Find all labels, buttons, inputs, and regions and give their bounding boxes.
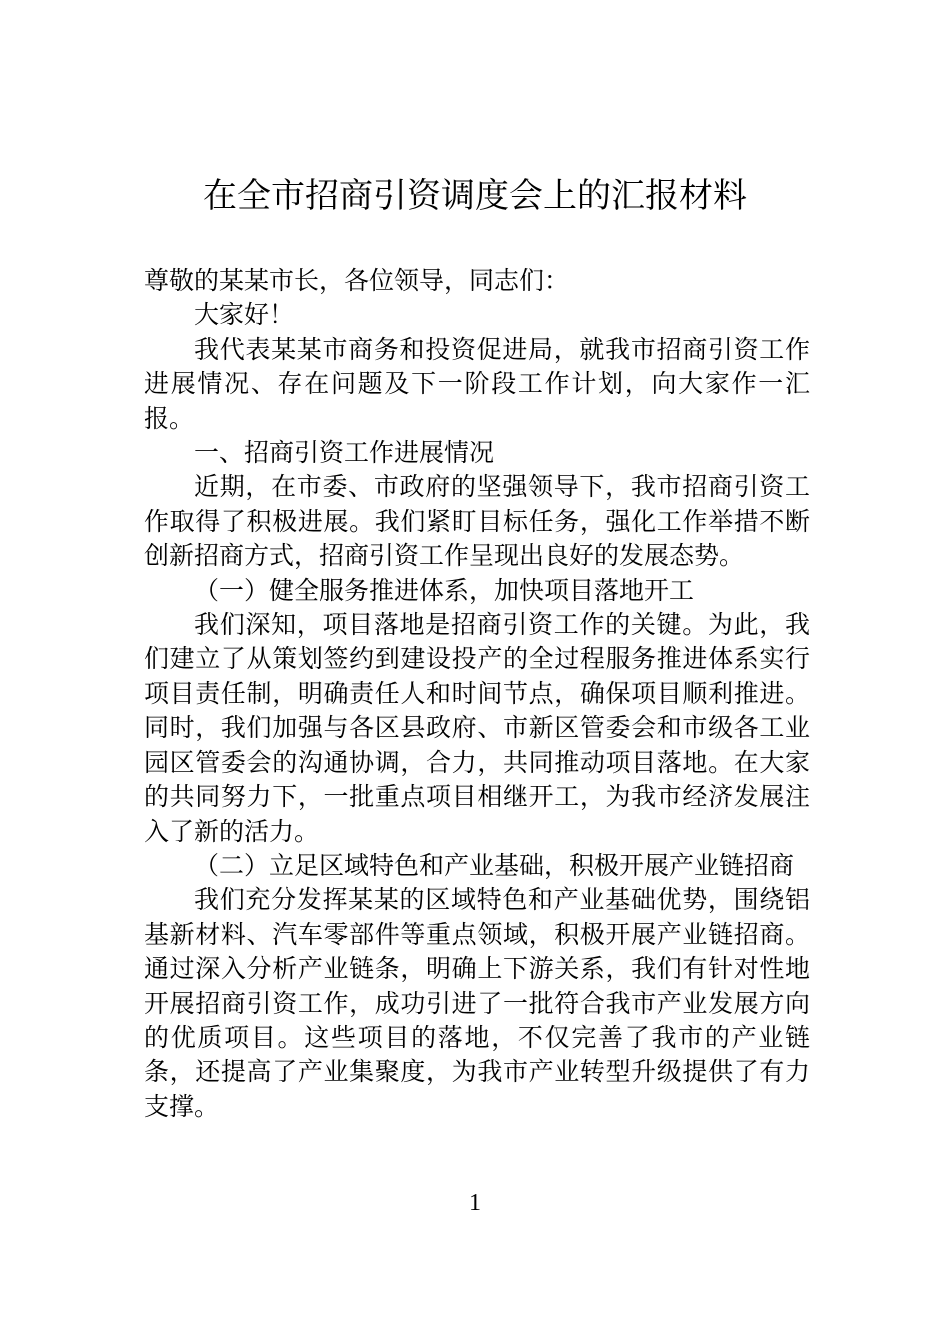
intro-paragraph: 我代表某某市商务和投资促进局，就我市招商引资工作进展情况、存在问题及下一阶段工作计划，向大家作一汇报。	[144, 334, 810, 433]
body-paragraph: 我们充分发挥某某的区域特色和产业基础优势，围绕铝基新材料、汽车零部件等重点领域，积极开展产业链招商。通过深入分析产业链条，明确上下游关系，我们有针对性地开展招商引资工作，成功引进了一批符合我市产业发展方向的优质项目。这些项目的落地，不仅完善了我市的产业链条，还提高了产业集聚度，为我市产业转型升级提供了有力支撑。	[144, 885, 810, 1121]
subsection-heading: （一）健全服务推进体系，加快项目落地开工	[194, 575, 695, 605]
salutation: 尊敬的某某市长，各位领导，同志们：	[144, 266, 570, 295]
section-heading: 一、招商引资工作进展情况	[194, 438, 495, 468]
body-paragraph: 近期，在市委、市政府的坚强领导下，我市招商引资工作取得了积极进展。我们紧盯目标任务，强化工作举措不断创新招商方式，招商引资工作呈现出良好的发展态势。	[144, 472, 810, 571]
body-paragraph: 我们深知，项目落地是招商引资工作的关键。为此，我们建立了从策划签约到建设投产的全过程服务推进体系实行项目责任制，明确责任人和时间节点，确保项目顺利推进。同时，我们加强与各区县政府、市新区管委会和市级各工业园区管委会的沟通协调，合力，共同推动项目落地。在大家的共同努力下，一批重点项目相继开工，为我市经济发展注入了新的活力。	[144, 610, 810, 846]
document-body	[144, 264, 810, 1124]
greeting: 大家好！	[194, 300, 295, 330]
subsection-heading: （二）立足区域特色和产业基础，积极开展产业链招商	[194, 850, 795, 880]
page-number: 1	[469, 1190, 481, 1216]
page-title: 在全市招商引资调度会上的汇报材料	[203, 176, 747, 216]
